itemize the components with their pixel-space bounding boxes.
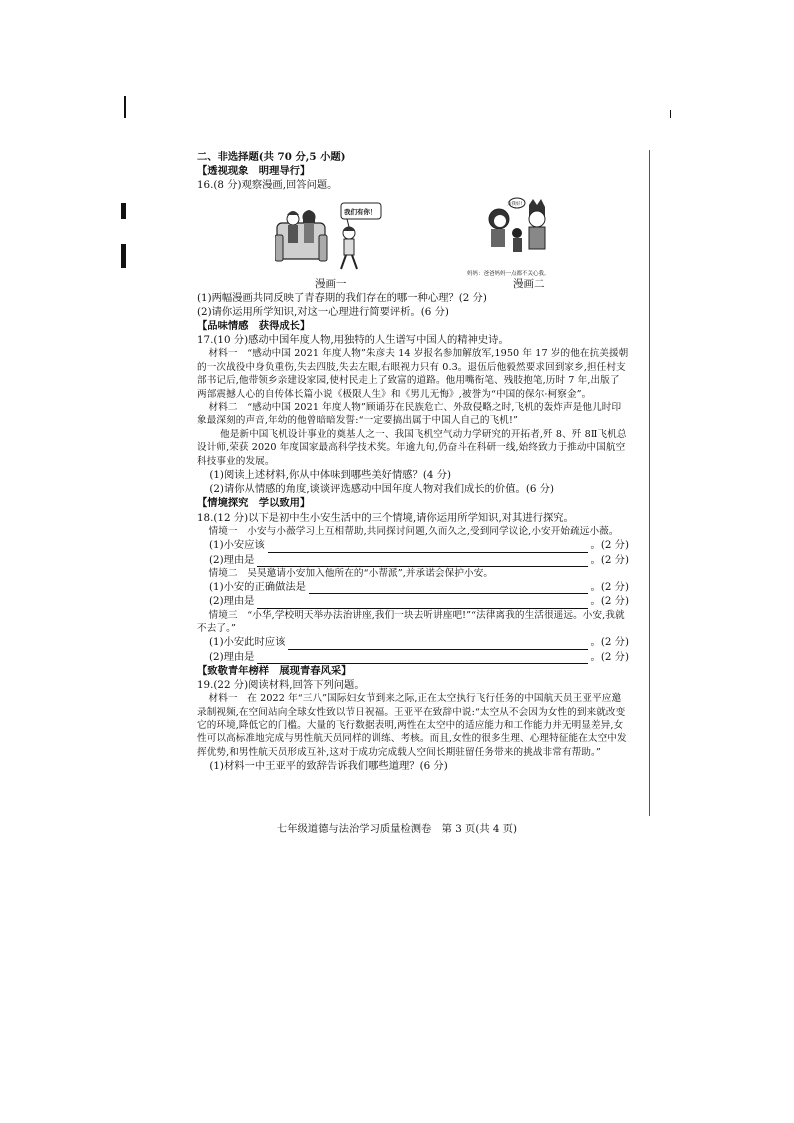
q18-s1-answer-b[interactable]	[197, 553, 629, 567]
answer-line[interactable]	[257, 555, 587, 567]
q19-material1: 材料一 在 2022 年“三八”国际妇女节到来之际,正在太空执行飞行任务的中国航天员王亚平应邀录制视频,在空间站向全球女性致以节日祝福。王亚平在致辞中说:“太空从不会因为女性的到来就改变它的环境,降低它的门槛。大量的飞行数据表明,两性在太空中的适应能力和工作能力并无明显差异,女性可以高标准地完成与男性航天员同样的训练、考核。而且,女性的很多生理、心理特征能在太空中发挥优势,和男性航天员形成互补,这对于成功完成载人空间长期驻留任务带来的挑战非常有帮助。”	[197, 693, 627, 758]
q18-s2-answer-a[interactable]	[197, 580, 629, 594]
score-note: 。(2 分)	[590, 595, 629, 608]
q16-stem: 16.(8 分)观察漫画,回答问题。	[197, 179, 338, 192]
module-heading-1: 【透视现象 明理导行】	[197, 165, 311, 178]
q17-material2b: 他是新中国飞机设计事业的奠基人之一、我国飞机空气动力学研究的开拓者,歼 8、歼 8Ⅱ飞机总设计师,荣获 2020 年度国家最高科学技术奖。年逾九旬,仍奋斗在科研一线,始终致力于推动中国航空科技事业的发展。	[197, 428, 627, 467]
q19-sub1: (1)材料一中王亚平的致辞告诉我们哪些道理？(6 分)	[209, 760, 448, 773]
comic-one-bubble: 我们有你！	[344, 207, 377, 216]
answer-line[interactable]	[257, 652, 587, 664]
answer-label: (1)小安应该	[209, 539, 265, 552]
q19-stem: 19.(22 分)阅读材料,回答下列问题。	[197, 678, 365, 691]
scan-mark-top	[124, 96, 126, 118]
q18-situation2: 情境二 吴昊邀请小安加入他所在的“小帮派”,并承诺会保护小安。	[208, 567, 494, 579]
module-heading-3: 【情境探究 学以致用】	[197, 497, 311, 510]
comic-one-illustration	[275, 199, 395, 275]
score-note: 。(2 分)	[590, 636, 629, 649]
q18-s3-answer-b[interactable]	[197, 650, 629, 664]
exam-page	[197, 150, 629, 773]
answer-line[interactable]	[268, 541, 588, 553]
comics-area	[197, 195, 629, 291]
q18-s1-answer-a[interactable]	[197, 538, 629, 552]
q17-material2: 材料二 “感动中国 2021 年度人物”顾诵芬在民族危亡、外敌侵略之时,飞机的轰炸声是他儿时印象最深刻的声音,年幼的他曾暗暗发誓:“一定要搞出属于中国人自己的飞机!”	[197, 402, 622, 427]
scan-mark-left-1	[121, 203, 126, 219]
q17-sub1: (1)阅读上述材料,你从中体味到哪些美好情感？(4 分)	[209, 469, 452, 482]
answer-label: (1)小安的正确做法是	[209, 581, 306, 594]
q18-situation3: 情境三 “小华,学校明天举办法治讲座,我们一块去听讲座吧!”“法律离我的生活很遥远。小安,我就不去了。”	[197, 609, 625, 634]
score-note: 。(2 分)	[590, 650, 629, 663]
module-heading-4: 【致敬青年榜样 展现青春风采】	[197, 664, 352, 677]
page-divider	[649, 150, 650, 816]
score-note: 。(2 分)	[590, 553, 629, 566]
answer-line[interactable]	[309, 582, 588, 594]
comic-two-note: 妈妈：爸爸妈妈一点都不关心我。	[467, 270, 550, 277]
q17-stem: 17.(10 分)感动中国年度人物,用独特的人生谱写中国人的精神史诗。	[197, 334, 509, 347]
comic-two-bubble: 为我好!	[507, 201, 523, 207]
section-title: 二、非选择题(共 70 分,5 小题)	[197, 151, 346, 163]
answer-label: (2)理由是	[209, 553, 255, 566]
q16-sub1: (1)两幅漫画共同反映了青春期的我们存在的哪一种心理？(2 分)	[197, 291, 487, 304]
answer-label: (2)理由是	[209, 595, 255, 608]
q18-s2-answer-b[interactable]	[197, 594, 629, 608]
q18-stem: 18.(12 分)以下是初中生小安生活中的三个情境,请你运用所学知识,对其进行探究。	[197, 511, 574, 524]
scan-mark-right	[670, 110, 671, 118]
q18-situation1: 情境一 小安与小薇学习上互相帮助,共同探讨问题,久而久之,受到同学议论,小安开始疏远小薇。	[208, 525, 619, 537]
answer-label: (2)理由是	[209, 650, 255, 663]
answer-label: (1)小安此时应该	[209, 636, 286, 649]
comic-two-caption: 漫画二	[513, 277, 545, 290]
score-note: 。(2 分)	[590, 581, 629, 594]
module-heading-2: 【品味情感 获得成长】	[197, 320, 311, 333]
q17-sub2: (2)请你从情感的角度,谈谈评选感动中国年度人物对我们成长的价值。(6 分)	[209, 483, 554, 496]
score-note: 。(2 分)	[590, 539, 629, 552]
q17-material1: 材料一 “感动中国 2021 年度人物”朱彦夫 14 岁报名参加解放军,1950 年 17 岁的他在抗美援朝的一次战役中身负重伤,失去四肢,失去左眼,右眼视力只有 0.3。退伍后他毅然要求回到家乡,担任村支部书记后,他带领乡亲建设家园,使村民走上了致富的道路。他用嘴衔笔、残肢抱笔,历时 7 年,出版了两部震撼人心的自传体长篇小说《极限人生》和《男儿无悔》,被誉为“中国的保尔·柯察金”。	[197, 348, 629, 400]
scan-mark-left-2	[121, 244, 126, 268]
comic-one-caption: 漫画一	[315, 277, 347, 290]
answer-line[interactable]	[257, 597, 587, 609]
page-footer: 七年级道德与法治学习质量检测卷 第 3 页(共 4 页)	[276, 823, 518, 835]
answer-line[interactable]	[288, 638, 587, 650]
q18-s3-answer-a[interactable]	[197, 635, 629, 649]
q16-sub2: (2)请你运用所学知识,对这一心理进行简要评析。(6 分)	[197, 305, 449, 318]
